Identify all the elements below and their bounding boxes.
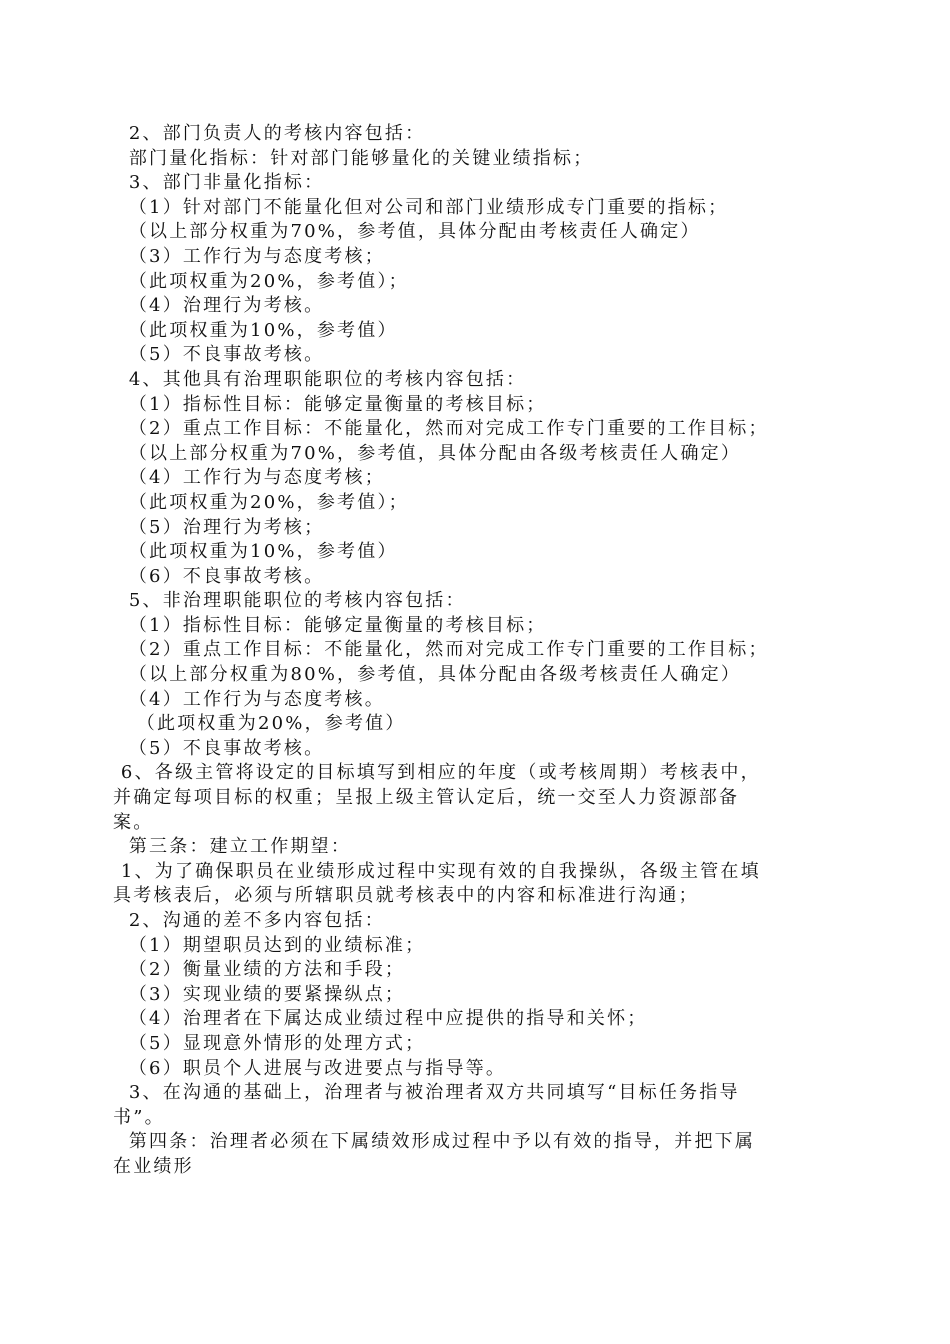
text-line: （6）职员个人进展与改进要点与指导等。 [113,1057,507,1079]
text-line: （1）针对部门不能量化但对公司和部门业绩形成专门重要的指标； [113,196,729,218]
text-line: （6）不良事故考核。 [113,565,325,587]
text-line: 并确定每项目标的权重；呈报上级主管认定后，统一交至人力资源部备 [113,787,740,809]
text-line: （此项权重为20%，参考值）； [113,491,409,513]
text-line: （以上部分权重为80%，参考值，具体分配由各级考核责任人确定） [113,664,742,686]
text-line: （此项权重为20%，参考值）； [113,270,409,292]
text-line: 具考核表后，必须与所辖职员就考核表中的内容和标准进行沟通； [113,885,699,907]
text-line: 2、沟通的差不多内容包括： [113,910,385,931]
text-line: 部门量化指标：针对部门能够量化的关键业绩指标； [113,147,594,169]
text-line: （此项权重为10%，参考值） [113,541,398,563]
text-line: （5）治理行为考核； [113,516,325,538]
text-line: 1、为了确保职员在业绩形成过程中实现有效的自我操纵，各级主管在填 [113,860,761,882]
document-body [113,122,843,1180]
text-line: 第四条：治理者必须在下属绩效形成过程中予以有效的指导，并把下属 [113,1131,756,1153]
text-line: （3）实现业绩的要紧操纵点； [113,983,406,1005]
text-line: 在业绩形 [113,1155,194,1177]
text-line: （1）指标性目标：能够定量衡量的考核目标； [113,614,547,636]
text-line: 案。 [113,811,154,833]
text-line: （以上部分权重为70%，参考值，具体分配由各级考核责任人确定） [113,442,742,464]
text-line: （4）治理行为考核。 [113,295,325,317]
text-line: （1）指标性目标：能够定量衡量的考核目标； [113,393,547,415]
text-line: （4）治理者在下属达成业绩过程中应提供的指导和关怀； [113,1008,648,1030]
text-line: （3）工作行为与态度考核； [113,245,385,267]
text-line: 2、部门负责人的考核内容包括： [113,123,426,144]
text-line: （以上部分权重为70%，参考值，具体分配由考核责任人确定） [113,221,701,243]
text-line: （2）重点工作目标：不能量化，然而对完成工作专门重要的工作目标； [113,418,769,440]
text-line: 5、非治理职能职位的考核内容包括： [113,590,466,612]
text-line: （5）显现意外情形的处理方式； [113,1032,426,1054]
text-line: 3、在沟通的基础上，治理者与被治理者双方共同填写“目标任务指导 [113,1082,740,1104]
text-line: （1）期望职员达到的业绩标准； [113,934,426,956]
text-line: 3、部门非量化指标： [113,172,325,194]
text-line: （此项权重为10%，参考值） [113,319,398,341]
text-line: 第三条：建立工作期望： [113,836,352,858]
text-line: （5）不良事故考核。 [113,344,325,366]
text-line: （4）工作行为与态度考核； [113,467,385,489]
text-line: （2）衡量业绩的方法和手段； [113,959,406,981]
text-line: （2）重点工作目标：不能量化，然而对完成工作专门重要的工作目标； [113,639,769,661]
text-line: （4）工作行为与态度考核。 [113,688,385,710]
text-line: 书”。 [113,1106,165,1128]
text-line: 6、各级主管将设定的目标填写到相应的年度（或考核周期）考核表中， [113,762,761,784]
text-line: 4、其他具有治理职能职位的考核内容包括： [113,368,527,390]
text-line: （此项权重为20%，参考值） [113,713,406,735]
text-line: （5）不良事故考核。 [113,737,325,759]
